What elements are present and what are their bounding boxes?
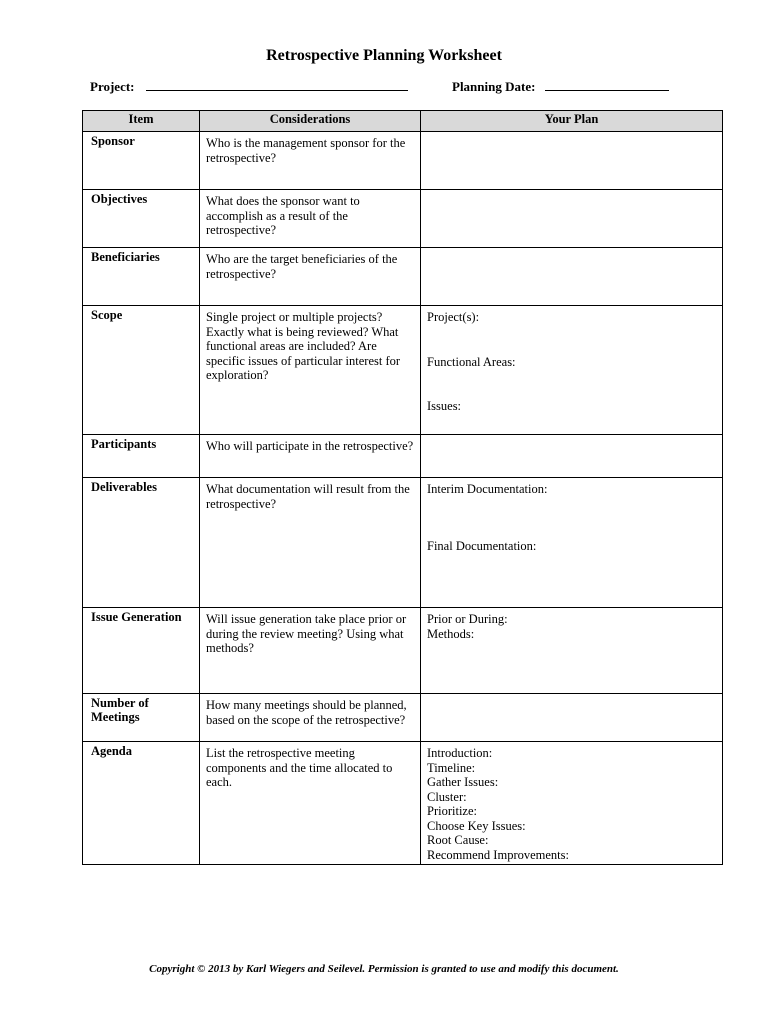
row-plan-cell[interactable] [421, 132, 723, 190]
header-your-plan: Your Plan [421, 111, 723, 132]
row-plan-cell[interactable] [421, 608, 723, 694]
row-plan-cell[interactable] [421, 742, 723, 865]
copyright-footer: Copyright © 2013 by Karl Wiegers and Seilevel. Permission is granted to use and modify this document. [149, 963, 619, 975]
plan-line: Issues: [427, 399, 462, 413]
planning-date-blank-line[interactable] [545, 79, 669, 91]
worksheet-table [82, 110, 723, 865]
project-field [90, 79, 408, 95]
row-item-label: Number of Meetings [83, 694, 200, 742]
plan-line: Functional Areas: [427, 354, 516, 369]
planning-date-field [452, 79, 669, 95]
table-row [83, 742, 723, 865]
header-item: Item [83, 111, 200, 132]
project-blank-line[interactable] [146, 79, 408, 91]
row-considerations: What does the sponsor want to accomplish as a result of the retrospective? [200, 190, 421, 248]
table-row [83, 132, 723, 190]
row-plan-cell[interactable] [421, 306, 723, 435]
row-considerations: List the retrospective meeting components and the time allocated to each. [200, 742, 421, 865]
plan-line: Introduction: [427, 746, 493, 760]
row-item-label: Deliverables [83, 478, 200, 608]
plan-line: Choose Key Issues: [427, 818, 526, 833]
row-considerations: Who are the target beneficiaries of the retrospective? [200, 248, 421, 306]
plan-line: Final Documentation: [427, 538, 537, 553]
row-considerations: Who is the management sponsor for the retrospective? [200, 132, 421, 190]
plan-line: Interim Documentation: [427, 482, 548, 496]
row-considerations: What documentation will result from the retrospective? [200, 478, 421, 608]
row-item-label: Issue Generation [83, 608, 200, 694]
plan-line: Methods: [427, 626, 475, 641]
table-header-row [83, 111, 723, 132]
row-considerations: Will issue generation take place prior or during the review meeting? Using what methods? [200, 608, 421, 694]
table-row [83, 306, 723, 435]
plan-line: Prior or During: [427, 612, 508, 626]
row-item-label: Scope [83, 306, 200, 435]
table-row [83, 608, 723, 694]
row-plan-cell[interactable] [421, 694, 723, 742]
plan-line: Recommend Improvements: [427, 847, 569, 862]
plan-line: Prioritize: [427, 804, 477, 818]
row-item-label: Sponsor [83, 132, 200, 190]
row-considerations: How many meetings should be planned, based on the scope of the retrospective? [200, 694, 421, 742]
table-row [83, 248, 723, 306]
plan-line: Cluster: [427, 789, 467, 804]
row-considerations: Single project or multiple projects? Exactly what is being reviewed? What functional areas are included? Are specific issues of particular interest for exploration? [200, 306, 421, 435]
row-item-label: Agenda [83, 742, 200, 865]
row-plan-cell[interactable] [421, 248, 723, 306]
table-body [83, 132, 723, 865]
plan-line: Root Cause: [427, 833, 489, 847]
planning-date-label: Planning Date: [452, 79, 536, 94]
row-plan-cell[interactable] [421, 435, 723, 478]
header-considerations: Considerations [200, 111, 421, 132]
row-plan-cell[interactable] [421, 478, 723, 608]
table-row [83, 435, 723, 478]
row-plan-cell[interactable] [421, 190, 723, 248]
table-row [83, 694, 723, 742]
page-title: Retrospective Planning Worksheet [266, 47, 502, 64]
row-considerations: Who will participate in the retrospective? [200, 435, 421, 478]
row-item-label: Beneficiaries [83, 248, 200, 306]
plan-line: Timeline: [427, 760, 476, 775]
table-row [83, 478, 723, 608]
row-item-label: Objectives [83, 190, 200, 248]
plan-line: Project(s): [427, 310, 480, 324]
project-label: Project: [90, 79, 135, 94]
plan-line: Gather Issues: [427, 775, 499, 789]
table-row [83, 190, 723, 248]
row-item-label: Participants [83, 435, 200, 478]
